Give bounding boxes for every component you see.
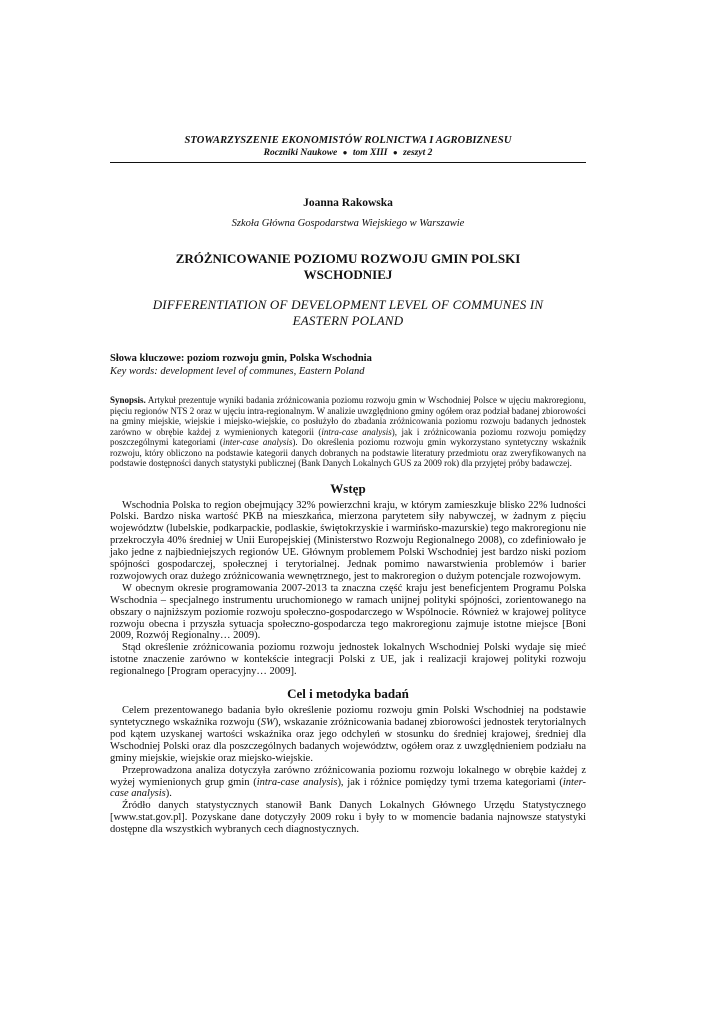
title-english: DIFFERENTIATION OF DEVELOPMENT LEVEL OF COMMUNES IN EASTERN POLAND	[152, 297, 544, 328]
section-heading-introduction: Wstęp	[330, 480, 366, 496]
journal-issue	[110, 147, 586, 159]
paragraph-text: Przeprowadzona analiza dotyczyła zarówno zróżnicowania poziomu rozwoju lokalnego w obrębie każdej z wyżej wymienionych grup gmin (	[110, 764, 586, 788]
paragraph: Stąd określenie zróżnicowania poziomu rozwoju jednostek lokalnych Wschodniej Polski wydaje się mieć istotne znaczenie zarówno w kontekście integracji Polski z UE, jak i realizacji krajowej polityki rozwoju regionalnego [Program operacyjny… 2009].	[110, 642, 586, 678]
paragraph	[110, 765, 586, 801]
author-name: Joanna Rakowska	[303, 197, 393, 209]
header-divider	[110, 162, 586, 163]
paper-page	[110, 134, 586, 836]
section-heading-methodology: Cel i metodyka badań	[287, 686, 409, 702]
issue-number: zeszyt 2	[403, 148, 433, 158]
title-polish: ZRÓŻNICOWANIE POZIOMU ROZWOJU GMIN POLSKI WSCHODNIEJ	[175, 251, 521, 282]
synopsis-text: ). Do określenia poziomu rozwoju gmin wykorzystano syntetyczny wskaźnik rozwoju, który obliczono na podstawie kategorii danych dobranych na podstawie literatury przedmiotu oraz zweryfikowanych na podstawie dostępności danych statystyki publicznej (Bank Danych Lokalnych GUS za 2009 rok) dla przyjętej próby badawczej.	[110, 437, 587, 468]
series-name: Roczniki Naukowe	[263, 148, 338, 158]
bullet-icon: ●	[392, 148, 398, 157]
paragraph-text: Celem prezentowanego badania było określenie poziomu rozwoju gmin Polski Wschodniej na podstawie syntetycznego wskaźnika rozwoju (	[110, 705, 586, 728]
paragraph: Źródło danych statystycznych stanowił Bank Danych Lokalnych Głównego Urzędu Statystycznego [www.stat.gov.pl]. Pozyskane dane dotyczyły 2009 roku i były to w momencie badania najnowsze statystyki dostępne dla wszystkich wybranych cech diagnostycznych.	[110, 800, 586, 836]
paragraph-text: ), wskazanie zróżnicowania badanej zbiorowości jednostek terytorialnych pod kątem uzyskanej wartości wskaźnika oraz jego odchyleń w stosunku do średniej krajowej, średniej dla Wschodniej Polski oraz dla poszczególnych badanych województw, ogółem oraz z uwzględnieniem podziału na gminy miejskie, wiejskie oraz miejsko-wiejskie.	[110, 717, 586, 764]
paragraph-term: inter-case analysis	[110, 776, 586, 800]
paragraph-text: ), jak i różnice pomiędzy tymi trzema kategoriami (	[337, 776, 563, 788]
paragraph-term: SW	[260, 717, 275, 728]
volume-number: tom XIII	[352, 148, 388, 158]
synopsis-term: intra-case analysis	[321, 426, 392, 437]
paragraph: Wschodnia Polska to region obejmujący 32% powierzchni kraju, w którym zamieszkuje blisko 22% ludności Polski. Bardzo niska wartość PKB na mieszkańca, mierzona parytetem siły nabywczej, w żadnym z pięciu województw (lubelskie, podkarpackie, podlaskie, świętokrzyskie i warmińsko-mazurskie) tego makroregionu nie przekroczyła 40% średniej w Unii Europejskiej (Ministerstwo Rozwoju Regionalnego 2008), co zdefiniowało je jako jedne z najbiedniejszych regionów UE. Głównym problemem Polski Wschodniej jest bardzo niski poziom spójności gospodarczej, społecznej i terytorialnej. Jednak pomimo nawarstwienia problemów i barier rozwojowych oraz dużego zróżnicowania wewnętrznego, jest to makroregion o dużym potencjale rozwojowym.	[110, 499, 586, 582]
synopsis-text: Artykuł prezentuje wyniki badania zróżnicowania poziomu rozwoju gmin w Wschodniej Polsce w ujęciu makroregionu, pięciu regionów NTS 2 oraz w ujęciu intra-regionalnym. W analizie uwzględniono gminy ogółem oraz podział badanej zbiorowości na gminy miejskie, wiejskie i miejsko-wiejskie, co posłużyło do zbadania zróżnicowania poziomu rozwoju badanych jednostek zarówno w obrębie każdej z wymienionych kategorii (	[110, 395, 586, 437]
paragraph-term: intra-case analysis	[256, 776, 338, 788]
paragraph: W obecnym okresie programowania 2007-2013 ta znaczna część kraju jest beneficjentem Programu Polska Wschodnia – specjalnego instrumentu uruchomionego w ramach unijnej polityki spójności, zorientowanego na obszary o najniższym poziomie rozwoju społeczno-gospodarczego w Wspólnocie. Również w krajowej polityce rozwoju obecna i przyszła sytuacja społeczno-gospodarcza tego makroregionu zajmuje istotne miejsce [Boni 2009, Rozwój Regionalny… 2009).	[110, 582, 586, 642]
synopsis	[110, 395, 586, 469]
keywords-polish: Słowa kluczowe: poziom rozwoju gmin, Polska Wschodnia	[110, 353, 372, 364]
author-affiliation: Szkoła Główna Gospodarstwa Wiejskiego w Warszawie	[231, 218, 465, 229]
journal-name: STOWARZYSZENIE EKONOMISTÓW ROLNICTWA I AGROBIZNESU	[184, 135, 512, 146]
paragraph	[110, 705, 586, 765]
synopsis-text: ), jak i zróżnicowania poziomu rozwoju pomiędzy poszczególnymi kategoriami (	[110, 426, 586, 447]
synopsis-term: inter-case analysis	[222, 437, 293, 447]
paragraph-text: ).	[165, 788, 172, 800]
synopsis-label: Synopsis.	[110, 395, 146, 405]
bullet-icon: ●	[342, 148, 348, 157]
keywords-english: Key words: development level of communes, Eastern Poland	[110, 366, 365, 377]
